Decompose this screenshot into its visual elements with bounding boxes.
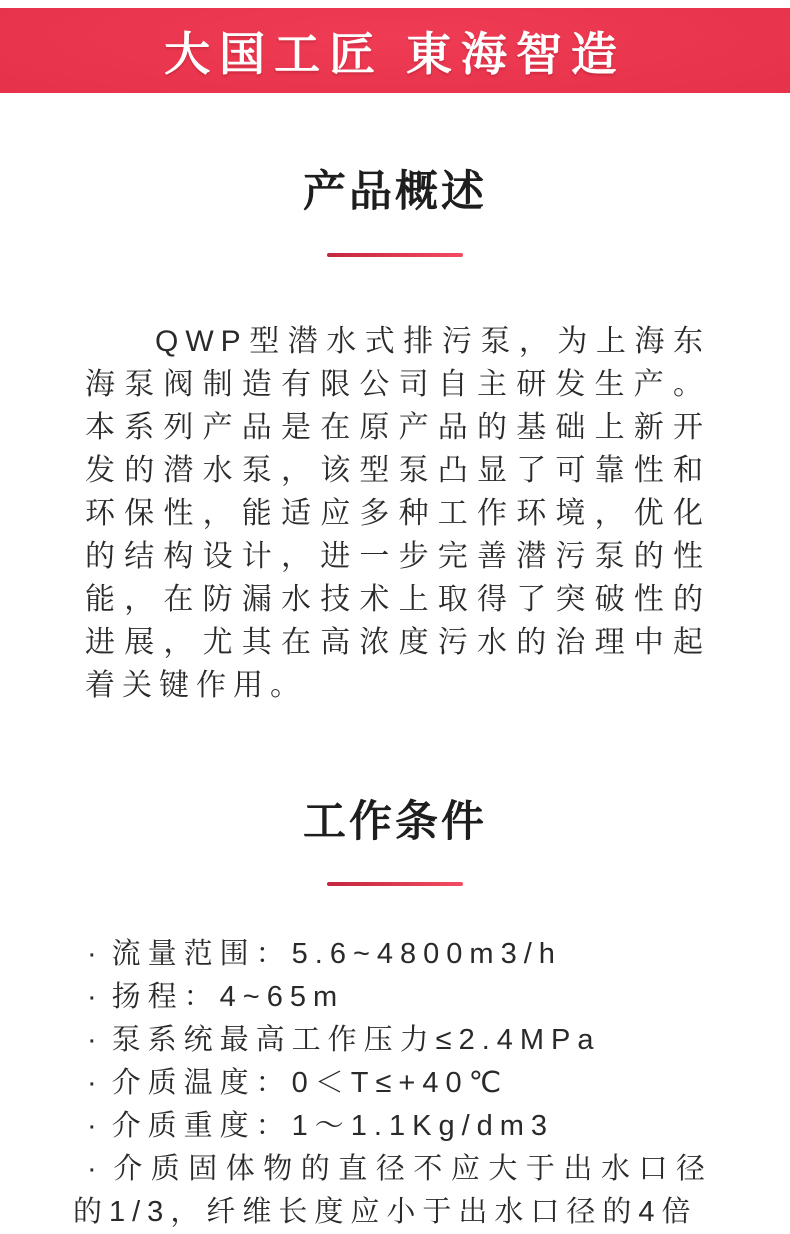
bullet-dot-icon: ·	[87, 938, 104, 971]
spec-item-solids-size	[73, 1148, 712, 1234]
spec-item-text: 泵系统最高工作压力≤2.4MPa	[111, 1024, 601, 1057]
overview-title-underline	[327, 253, 463, 257]
spec-item-text: 介质固体物的直径不应大于出水口径的1/3，纤维长度应小于出水口径的4倍	[73, 1153, 712, 1229]
spec-item-text: 流量范围：5.6~4800m3/h	[111, 938, 562, 971]
spec-item-text: 介质温度：0＜T≤+40℃	[111, 1067, 509, 1100]
overview-section-title: 产品概述	[303, 168, 487, 216]
spec-item-flow-range	[73, 933, 712, 976]
bullet-dot-icon: ·	[87, 981, 104, 1014]
spec-item-medium-temperature	[73, 1062, 712, 1105]
spec-item-text: 介质重度：1～1.1Kg/dm3	[111, 1110, 555, 1143]
section-product-overview	[0, 167, 790, 707]
spec-item-text: 扬程：4~65m	[111, 981, 345, 1014]
bullet-dot-icon: ·	[87, 1024, 104, 1057]
bullet-dot-icon: ·	[87, 1067, 104, 1100]
conditions-title-underline	[327, 882, 463, 886]
overview-paragraph: QWP型潜水式排污泵，为上海东海泵阀制造有限公司自主研发生产。本系列产品是在原产品的基础上新开发的潜水泵，该型泵凸显了可靠性和环保性，能适应多种工作环境，优化的结构设计，进一步完善潜污泵的性能，在防漏水技术上取得了突破性的进展，尤其在高浓度污水的治理中起着关键作用。	[85, 324, 710, 702]
brand-banner-title: 大国工匠 東海智造	[164, 27, 626, 80]
bullet-dot-icon: ·	[87, 1110, 104, 1143]
bullet-dot-icon: ·	[87, 1153, 104, 1186]
spec-item-head	[73, 976, 712, 1019]
spec-item-medium-density	[73, 1105, 712, 1148]
brand-banner	[0, 8, 790, 93]
conditions-section-title: 工作条件	[303, 797, 487, 846]
spec-list	[73, 933, 712, 1234]
section-working-conditions	[0, 797, 790, 1234]
spec-item-max-pressure	[73, 1019, 712, 1062]
